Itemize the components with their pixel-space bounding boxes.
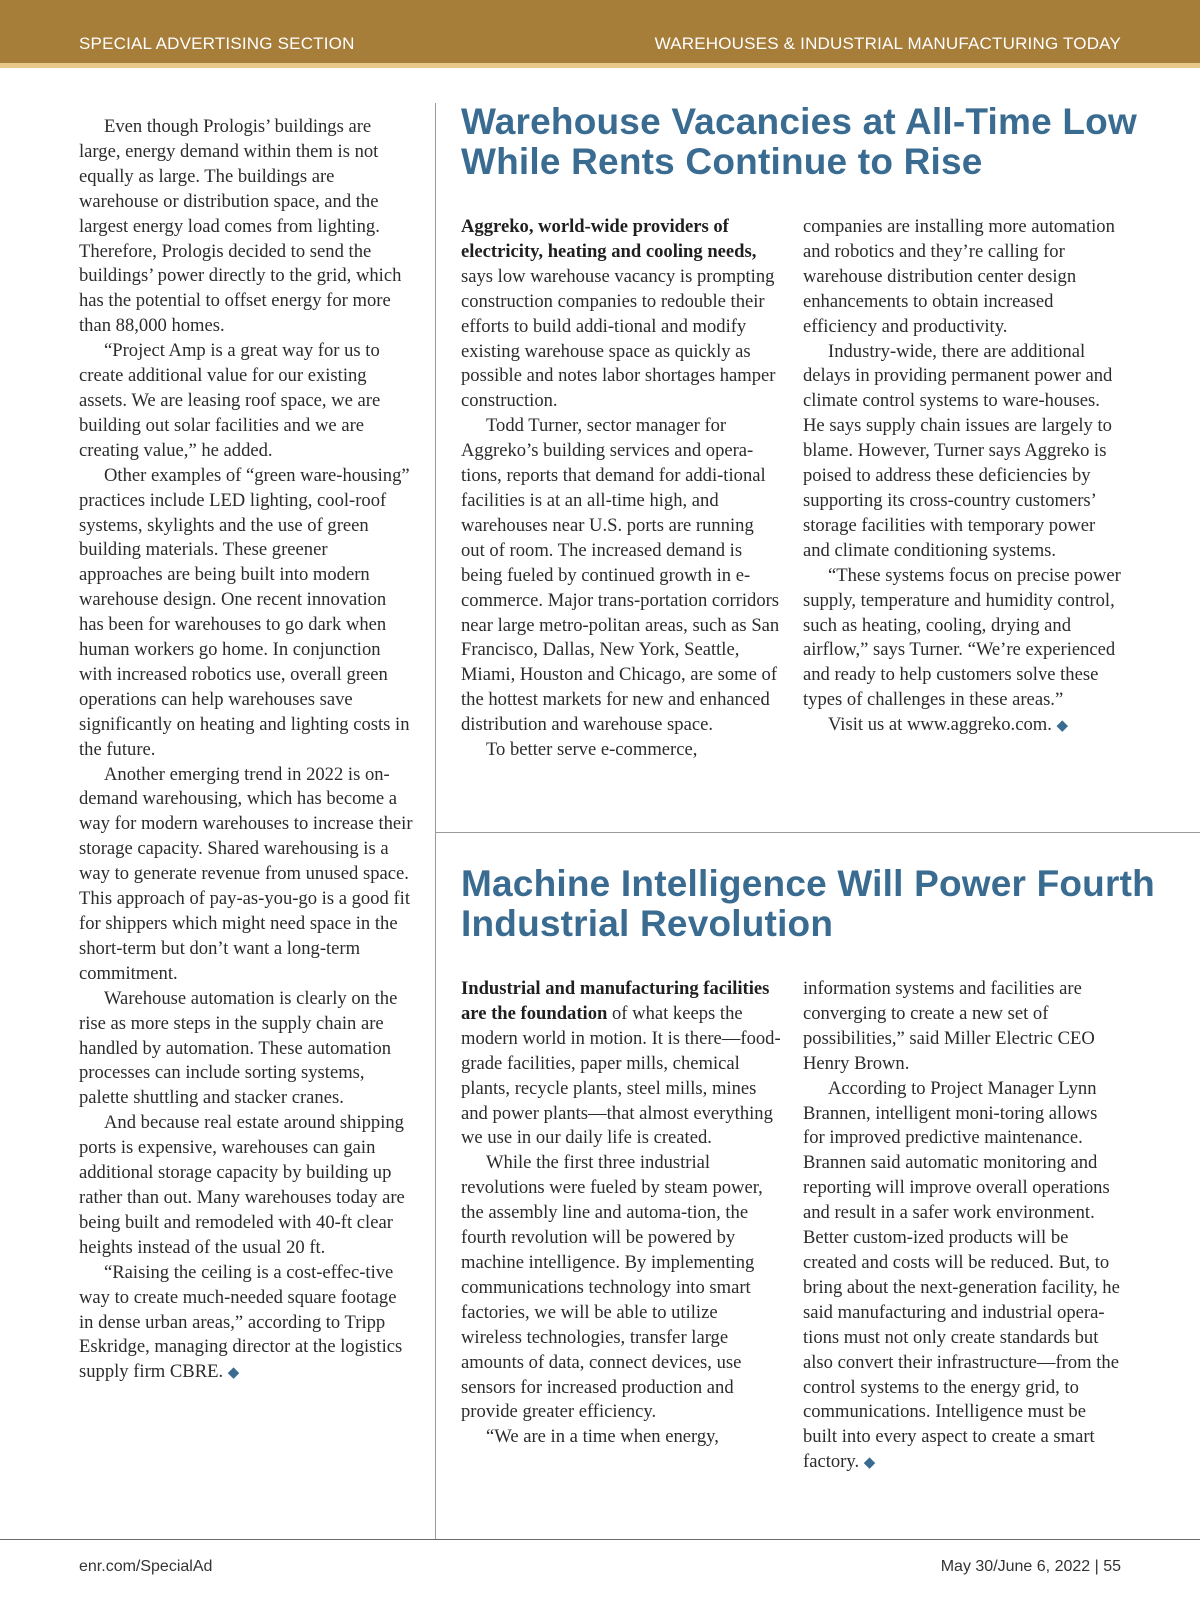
paragraph: “We are in a time when energy, [486, 1426, 719, 1448]
article2-column-1 [461, 977, 781, 1450]
footer-url: enr.com/SpecialAd [79, 1558, 213, 1575]
paragraph-text: According to Project Manager Lynn Brannen, intelligent moni-toring allows for improved predictive maintenance. Brannen said automatic monitoring and reporting will improve overall operations and result in a safer work environment. Better custom-ized products will be created and costs will be reduced. But, to bring about the next-generation facility, he said manufacturing and industrial opera-tions must not only create standards but also convert their infrastructure—from the control systems to the energy grid, to communications. Intelligence must be built into every aspect to create a smart factory. [803, 1077, 1120, 1473]
paragraph-continuation: companies are installing more automation and robotics and they’re calling for warehouse distribution center design enhancements to obtain increased efficiency and productivity. [803, 216, 1115, 337]
paragraph: Warehouse automation is clearly on the rise as more steps in the supply chain are handled by automation. These automation processes can include sorting systems, palette shuttling and stacker cranes. [79, 987, 398, 1109]
paragraph: Another emerging trend in 2022 is on-demand warehousing, which has become a way for modern warehouses to increase their storage capacity. Shared warehousing is a way to generate revenue from unused space. This approach of pay-as-you-go is a good fit for shippers which might need space in the short-term but don’t want a long-term commitment. [79, 763, 413, 984]
paragraph-last [803, 1077, 1123, 1477]
paragraph: While the first three industrial revolutions were fueled by steam power, the assembly line and automa-tion, the fourth revolution will be powered by machine intelligence. By implementing communications technology into smart factories, we will be able to utilize wireless technologies, transfer large amounts of data, connect devices, use sensors for increased production and provide greater efficiency. [461, 1152, 763, 1423]
lead-bold-text: Industrial and manufacturing facilities are the foundation [461, 978, 770, 1024]
paragraph: “These systems focus on precise power supply, temperature and humidity control, such as heating, cooling, drying and airflow,” says Turner. “We’re experienced and ready to help customers solve these types of challenges in these areas.” [803, 564, 1121, 711]
end-mark-icon: ◆ [863, 1455, 876, 1472]
article1-column-2 [803, 215, 1123, 739]
end-mark-icon: ◆ [227, 1365, 240, 1382]
footer-date-page: May 30/June 6, 2022 | 55 [940, 1558, 1121, 1575]
lead-text: says low warehouse vacancy is prompting construction companies to redouble their efforts to build addi-tional and modify existing warehouse space as quickly as possible and notes labor shortages hamper construction. [461, 265, 776, 412]
lead-text: of what keeps the modern world in motion. It is there—food-grade facilities, paper mills, chemical plants, recycle plants, steel mills, mines and power plants—that almost everything we use in our daily life is created. [461, 1002, 781, 1149]
paragraph-last [79, 1261, 415, 1387]
lead-paragraph [461, 977, 781, 1151]
paragraph-continuation: information systems and facilities are converging to create a new set of possibilities,” said Miller Electric CEO Henry Brown. [803, 978, 1095, 1074]
paragraph: Industry-wide, there are additional delays in providing permanent power and climate control systems to ware-houses. He says supply chain issues are largely to blame. However, Turner says Aggreko is poised to address these deficiencies by supporting its cross-country customers’ storage facilities with temporary power and climate conditioning systems. [803, 340, 1113, 561]
website-text: Visit us at www.aggreko.com. [828, 714, 1052, 736]
article-headline: Warehouse Vacancies at All-Time Low While Rents Continue to Rise [461, 101, 1137, 182]
footer-rule [0, 1539, 1200, 1540]
section-label: SPECIAL ADVERTISING SECTION [79, 34, 355, 53]
article-divider [435, 832, 1200, 833]
lead-bold-text: Aggreko, world-wide providers of electricity, heating and cooling needs, [461, 216, 757, 262]
paragraph-text: “Raising the ceiling is a cost-effec-tive way to create much-needed square footage in dense urban areas,” according to Tripp Eskridge, managing director at the logistics supply firm CBRE. [79, 1261, 403, 1383]
paragraph-last [803, 713, 1123, 739]
article1-column-1 [461, 215, 781, 763]
article-headline: Machine Intelligence Will Power Fourth Industrial Revolution [461, 863, 1155, 944]
column-divider [435, 103, 436, 1539]
paragraph: Even though Prologis’ buildings are large, energy demand within them is not equally as large. The buildings are warehouse or distribution space, and the largest energy load comes from lighting. Therefore, Prologis decided to send the buildings’ power directly to the grid, which has the potential to offset energy for more than 88,000 homes. [79, 116, 402, 337]
lead-paragraph [461, 215, 781, 414]
publication-section-title: WAREHOUSES & INDUSTRIAL MANUFACTURING TODAY [654, 34, 1121, 53]
header-accent-line [0, 63, 1200, 68]
paragraph: Todd Turner, sector manager for Aggreko’s building services and opera-tions, reports that demand for addi-tional facilities is at an all-time high, and warehouses near U.S. ports are running out of room. The increased demand is being fueled by continued growth in e-commerce. Major trans-portation corridors near large metro-politan areas, such as San Francisco, Dallas, New York, Seattle, Miami, Houston and Chicago, are some of the hottest markets for new and enhanced distribution and warehouse space. [461, 415, 780, 736]
paragraph: “Project Amp is a great way for us to create additional value for our existing assets. We are leasing roof space, we are building out solar facilities and we are creating value,” he added. [79, 340, 381, 461]
paragraph: Other examples of “green ware-housing” practices include LED lighting, cool-roof systems, skylights and the use of green building materials. These greener approaches are being built into modern warehouse design. One recent innovation has been for warehouses to go dark when human workers go home. In conjunction with increased robotics use, overall green operations can help warehouses save significantly on heating and lighting costs in the future. [79, 464, 410, 760]
left-column-article [79, 115, 415, 1386]
article2-column-2 [803, 977, 1123, 1476]
end-mark-icon: ◆ [1056, 718, 1069, 735]
paragraph: To better serve e-commerce, [486, 739, 698, 761]
paragraph: And because real estate around shipping ports is expensive, warehouses can gain additional storage capacity by building up rather than out. Many warehouses today are being built and remodeled with 40-ft clear heights instead of the usual 20 ft. [79, 1112, 405, 1258]
